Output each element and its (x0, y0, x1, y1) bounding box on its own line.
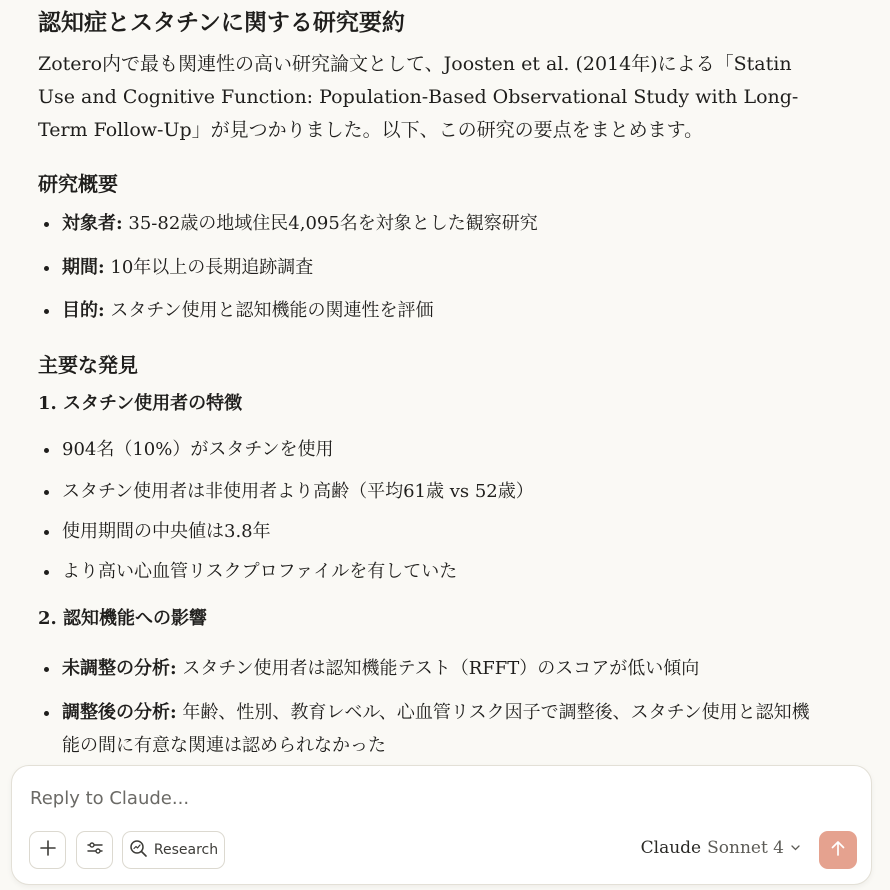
subsection-title-cognition: 2. 認知機能への影響 (38, 608, 208, 629)
item-text: スタチン使用者は認知機能テスト（RFFT）のスコアが低い傾向 (176, 658, 700, 679)
user-traits-list (38, 433, 828, 588)
send-button[interactable] (819, 831, 857, 869)
list-item (38, 294, 828, 327)
item-label: 期間: (62, 257, 105, 278)
arrow-up-icon (830, 839, 846, 861)
list-item (38, 652, 828, 685)
page-title: 認知症とスタチンに関する研究要約 (38, 9, 405, 36)
list-item (38, 696, 812, 762)
model-name: Claude (640, 838, 702, 858)
item-text: 35-82歳の地域住民4,095名を対象とした観察研究 (122, 213, 538, 234)
overview-list (38, 207, 828, 327)
subsection-title-users: 1. スタチン使用者の特徴 (38, 393, 243, 414)
intro-paragraph: Zotero内で最も関連性の高い研究論文として、Joosten et al. (2014年)による「Statin Use and Cognitive Function: Population-Based Observational Study with Long-Term Follow-Up」が見つかりました。以下、この研究の要点をまとめます。 (38, 53, 799, 141)
item-label: 調整後の分析: (62, 702, 177, 723)
research-icon (129, 839, 148, 862)
item-text: 10年以上の長期追跡調査 (104, 257, 314, 278)
list-item (38, 207, 828, 240)
list-item (38, 251, 828, 284)
item-label: 対象者: (62, 213, 123, 234)
section-title-findings: 主要な発見 (38, 353, 138, 377)
message-composer (11, 765, 872, 885)
research-label: Research (153, 842, 219, 858)
item-label: 目的: (62, 300, 105, 321)
section-title-overview: 研究概要 (38, 172, 118, 196)
reply-input[interactable] (28, 782, 852, 814)
item-text: スタチン使用と認知機能の関連性を評価 (104, 300, 434, 321)
plus-icon (39, 839, 57, 861)
item-text: 年齢、性別、教育レベル、心血管リスク因子で調整後、スタチン使用と認知機能の間に有意な関連は認められなかった (62, 702, 810, 756)
sliders-icon (86, 839, 104, 861)
cognition-list (38, 652, 828, 762)
tools-button[interactable] (76, 831, 113, 869)
item-label: 未調整の分析: (62, 658, 177, 679)
research-button[interactable] (122, 831, 225, 869)
list-item: スタチン使用者は非使用者より高齢（平均61歳 vs 52歳） (38, 475, 828, 508)
model-version: Sonnet 4 (707, 838, 784, 858)
model-selector[interactable] (641, 838, 801, 858)
chevron-down-icon (790, 838, 801, 858)
list-item: 使用期間の中央値は3.8年 (38, 515, 828, 548)
add-button[interactable] (29, 831, 66, 869)
list-item: 904名（10%）がスタチンを使用 (38, 433, 828, 466)
list-item: より高い心血管リスクプロファイルを有していた (38, 555, 828, 588)
